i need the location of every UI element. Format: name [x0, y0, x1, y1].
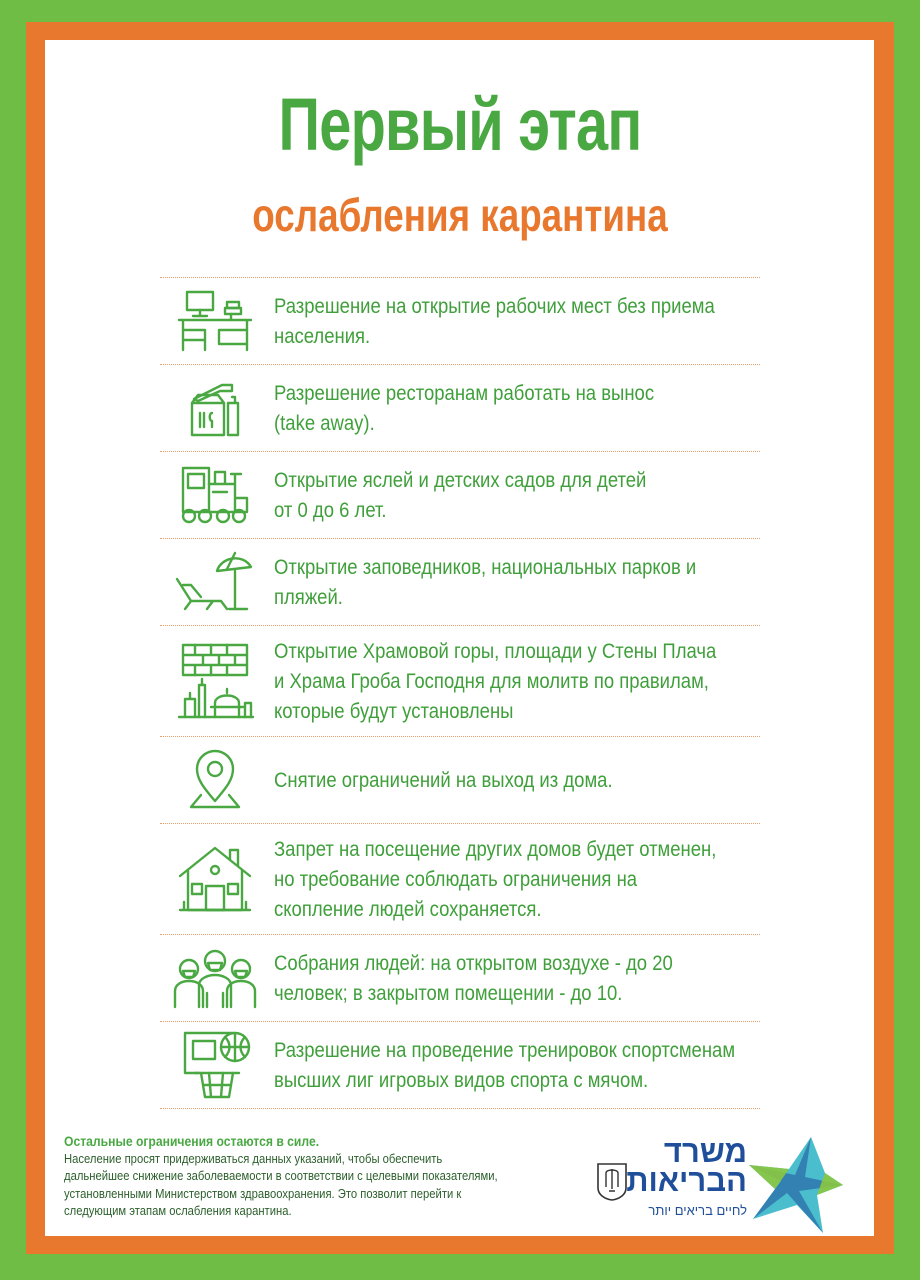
list-item: [160, 736, 760, 823]
item-text-line: Открытие Храмовой горы, площади у Стены Плача: [274, 639, 717, 663]
list-item: [160, 277, 760, 364]
office-desk-icon: [160, 286, 270, 356]
footer-note: [64, 1133, 624, 1221]
item-text-line: Запрет на посещение других домов будет отменен,: [274, 837, 717, 861]
item-text-line: Открытие яслей и детских садов для детей: [274, 468, 647, 492]
footer-line: установленными Министерством здравоохранения. Это позволит перейти к: [64, 1186, 462, 1201]
list-item: [160, 625, 760, 736]
beach-chair-umbrella-icon: [160, 549, 270, 615]
item-text-line: человек; в закрытом помещении - до 10.: [274, 981, 623, 1005]
list-item: [160, 364, 760, 451]
item-text-line: Разрешение на проведение тренировок спортсменам: [274, 1038, 736, 1062]
logo-line-2: הבריאות: [626, 1163, 747, 1198]
item-text-line: от 0 до 6 лет.: [274, 498, 387, 522]
takeaway-bag-icon: [160, 375, 270, 441]
list-item: [160, 451, 760, 538]
item-text-line: Разрешение ресторанам работать на вынос: [274, 381, 655, 405]
item-text-line: Открытие заповедников, национальных парков и: [274, 555, 697, 579]
list-item: [160, 1021, 760, 1109]
location-pin-icon: [160, 747, 270, 813]
footer-line: Население просят придерживаться данных указаний, чтобы обеспечить: [64, 1151, 443, 1166]
list-item: [160, 823, 760, 934]
jerusalem-wall-icon: [160, 641, 270, 721]
item-text-line: Разрешение на открытие рабочих мест без приема: [274, 294, 715, 318]
toy-train-icon: [160, 462, 270, 528]
poster-subtitle: ослабления карантина: [252, 189, 668, 241]
measures-list: [160, 277, 760, 1109]
item-text-line: скопление людей сохраняется.: [274, 897, 542, 921]
footer-line: следующим этапам ослабления карантина.: [64, 1204, 292, 1218]
list-item: [160, 934, 760, 1021]
item-text-line: пляжей.: [274, 585, 343, 609]
people-masks-icon: [160, 945, 270, 1011]
item-text-line: Снятие ограничений на выход из дома.: [274, 768, 613, 792]
ministry-of-health-logo: [595, 1135, 855, 1235]
footer-heading: Остальные ограничения остаются в силе.: [64, 1134, 320, 1149]
item-text-line: Собрания людей: на открытом воздухе - до 20: [274, 951, 673, 975]
item-text-line: но требование соблюдать ограничения на: [274, 867, 638, 891]
item-text-line: и Храма Гроба Господня для молитв по правилам,: [274, 669, 709, 693]
item-text-line: высших лиг игровых видов спорта с мячом.: [274, 1068, 649, 1092]
poster-title: Первый этап: [278, 83, 642, 166]
list-item: [160, 538, 760, 625]
footer-line: дальнейшее снижение заболеваемости в соответствии с целевыми показателями,: [64, 1169, 498, 1183]
logo-tagline: לחיים בריאים יותר: [648, 1203, 747, 1218]
item-text-line: населения.: [274, 324, 371, 348]
logo-line-1: משרד: [663, 1134, 747, 1169]
item-text-line: которые будут установлены: [274, 699, 514, 723]
basketball-hoop-icon: [160, 1027, 270, 1103]
item-text-line: (take away).: [274, 411, 375, 435]
state-emblem-icon: [595, 1161, 629, 1201]
logo-star-icon: [745, 1135, 845, 1235]
house-icon: [160, 844, 270, 914]
